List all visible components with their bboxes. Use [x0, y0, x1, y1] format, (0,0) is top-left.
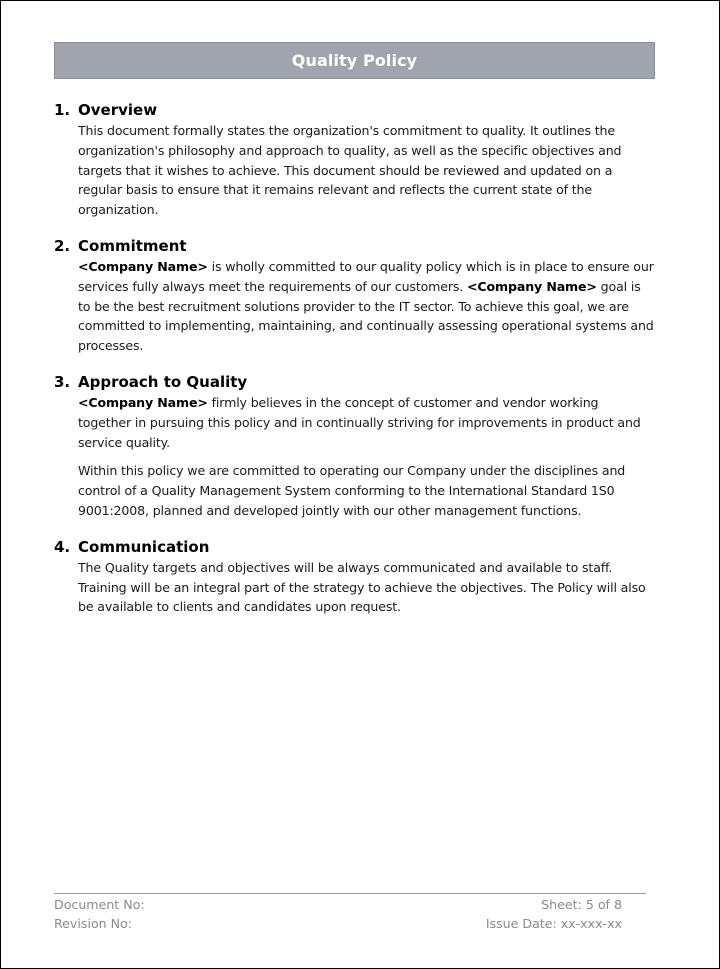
section-number: 4.	[54, 537, 71, 556]
company-name-placeholder: <Company Name>	[78, 258, 208, 274]
company-name-placeholder: <Company Name>	[467, 278, 597, 294]
paragraph-text: Within this policy we are committed to operating our Company under the disciplines and control of a Quality Management System conforming to the International Standard 1S0 9001:2008, planned and developed jointly with our other management functions.	[78, 463, 626, 518]
document-no-label: Document No:	[54, 897, 145, 912]
footer-row-1	[54, 896, 622, 914]
section-number: 2.	[54, 236, 71, 255]
section-heading-text: Communication	[78, 537, 210, 556]
paragraph-text: goal is to be the best recruitment solutions provider to the IT sector. To achieve this goal, we are committed to implementing, maintaining, and continually assessing operational systems and processes.	[78, 278, 654, 354]
section-2	[54, 236, 654, 356]
section-heading	[54, 236, 654, 256]
section-heading-text: Approach to Quality	[78, 372, 248, 391]
paragraph-text: This document formally states the organization's commitment to quality. It outlines the organization's philosophy and approach to quality, as well as the specific objectives and targets that it wishes to achieve. This document should be reviewed and updated on a regular basis to ensure that it remains relevant and reflects the current state of the organization.	[78, 123, 622, 218]
footer-row-2	[54, 915, 622, 933]
paragraph-text: firmly believes in the concept of customer and vendor working together in pursuing this policy and in continually striving for improvements in product and service quality.	[78, 394, 641, 450]
paragraph-text: is wholly committed to our quality policy which is in place to ensure our services fully always meet the requirements of our customers.	[78, 258, 654, 294]
section-number: 3.	[54, 372, 71, 391]
title-bar	[54, 42, 655, 79]
section-heading-text: Commitment	[78, 236, 187, 255]
section-number: 1.	[54, 101, 71, 119]
section-1	[54, 100, 654, 220]
section-4	[54, 537, 654, 617]
paragraph	[78, 121, 654, 220]
paragraph	[78, 393, 654, 452]
section-heading	[54, 372, 654, 392]
paragraph	[78, 558, 654, 617]
section-3	[54, 372, 654, 521]
footer-divider	[54, 893, 646, 894]
paragraph	[78, 461, 654, 520]
section-heading-text: Overview	[78, 101, 158, 119]
document-body	[54, 100, 654, 633]
paragraph-text: The Quality targets and objectives will be always communicated and available to staff. Training will be an integral part of the strategy to achieve the objectives. The Policy will also be available to clients and candidates upon request.	[78, 559, 646, 615]
section-heading	[54, 100, 654, 120]
revision-no-label: Revision No:	[54, 916, 133, 931]
issue-date-label: Issue Date: xx-xxx-xx	[485, 916, 622, 931]
sheet-label: Sheet: 5 of 8	[541, 897, 622, 912]
paragraph	[78, 257, 654, 356]
company-name-placeholder: <Company Name>	[78, 394, 208, 410]
section-heading	[54, 537, 654, 557]
page-title: Quality Policy	[291, 51, 418, 70]
